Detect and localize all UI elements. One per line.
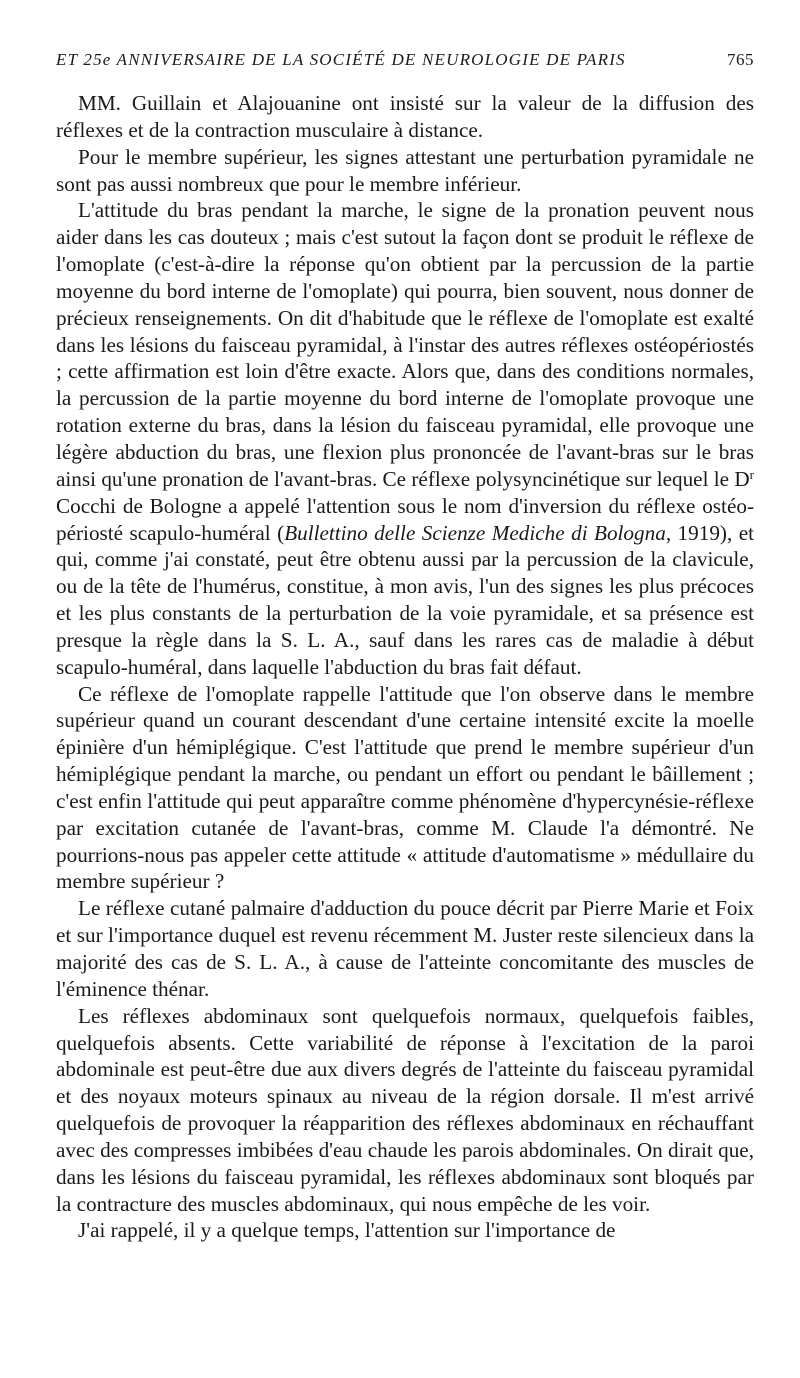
running-head xyxy=(56,50,754,88)
paragraph-2: Pour le membre supérieur, les signes attestant une perturbation pyramidale ne sont pas aussi nombreux que pour le membre inférieur. xyxy=(56,144,754,196)
journal-citation: Bullettino delle Scienze Mediche di Bologna xyxy=(284,520,666,545)
running-title: ET 25e ANNIVERSAIRE DE LA SOCIÉTÉ DE NEUROLOGIE DE PARIS xyxy=(56,50,626,69)
paragraph-5: Le réflexe cutané palmaire d'adduction du pouce décrit par Pierre Marie et Foix et sur l'importance duquel est revenu récemment M. Juster reste silencieux dans la majorité des cas de S. L. A., à cause de l'atteinte concomitante des muscles de l'éminence thénar. xyxy=(56,896,754,1001)
paragraph-3 xyxy=(56,197,754,680)
paragraph-3-part-2: Cocchi de Bologne a appelé l'attention sous le nom d'inversion du réflexe ostéo-périosté scapulo-huméral ( xyxy=(56,493,754,545)
paragraph-4: Ce réflexe de l'omoplate rappelle l'attitude que l'on observe dans le membre supérieur quand un courant descendant d'une certaine intensité excite la moelle épinière d'un hémiplégique. C'est l'attitude que prend le membre supérieur d'un hémiplégique pendant la marche, ou pendant un effort ou pendant le bâillement ; c'est enfin l'attitude qui peut apparaître comme phénomène d'hypercynésie-réflexe par excitation cutanée de l'avant-bras, comme M. Claude l'a démontré. Ne pourrions-nous pas appeler cette attitude « attitude d'automatisme » médullaire du membre supérieur ? xyxy=(56,681,754,894)
paragraph-3-part-1: L'attitude du bras pendant la marche, le signe de la pronation peuvent nous aider dans les cas douteux ; mais c'est sutout la façon dont se produit le réflexe de l'omoplate (c'est-à-dire la réponse qu'on obtient par la percussion de la partie moyenne du bord interne de l'omoplate) qui pourra, bien souvent, nous donner de précieux renseignements. On dit d'habitude que le réflexe de l'omoplate est exalté dans les lésions du faisceau pyramidal, à l'instar des autres réflexes ostéopériostés ; cette affirmation est loin d'être exacte. Alors que, dans des conditions normales, la percussion de la partie moyenne du bord interne de l'omoplate provoque une rotation externe du bras, dans la lésion du faisceau pyramidal, elle provoque une légère abduction du bras, une flexion plus prononcée de l'avant-bras sur le bras ainsi qu'une pronation de l'avant-bras. Ce réflexe polysyncinétique sur lequel le D xyxy=(56,198,754,491)
paragraph-6: Les réflexes abdominaux sont quelquefois normaux, quelquefois faibles, quelquefois absents. Cette variabilité de réponse à l'excitation de la paroi abdominale est peut-être due aux divers degrés de l'atteinte du faisceau pyramidal et des noyaux moteurs spinaux au niveau de la région dorsale. Il m'est arrivé quelquefois de provoquer la réapparition des réflexes abdominaux en réchauffant avec des compresses imbibées d'eau chaude les parois abdominales. On dirait que, dans les lésions du faisceau pyramidal, les réflexes abdominaux sont bloqués par la contracture des muscles abdominaux, qui nous empêche de les voir. xyxy=(56,1003,754,1216)
paragraph-1: MM. Guillain et Alajouanine ont insisté sur la valeur de la diffusion des réflexes et de la contraction musculaire à distance. xyxy=(56,91,754,142)
paragraph-3-part-3: , 1919), et qui, comme j'ai constaté, peut être obtenu aussi par la percussion de la clavicule, ou de la tête de l'humérus, constitue, à mon avis, l'un des signes les plus précoces et les plus constants de la perturbation de la voie pyramidale, et sa présence est presque la règle dans la S. L. A., sauf dans les rares cas de maladie à début scapulo-huméral, dans laquelle l'abduction du bras fait défaut. xyxy=(56,520,754,679)
page-number: 765 xyxy=(727,50,754,69)
body-text xyxy=(56,90,754,1244)
doctor-abbrev-superscript: r xyxy=(749,466,755,482)
paragraph-7: J'ai rappelé, il y a quelque temps, l'attention sur l'importance de xyxy=(78,1218,616,1243)
